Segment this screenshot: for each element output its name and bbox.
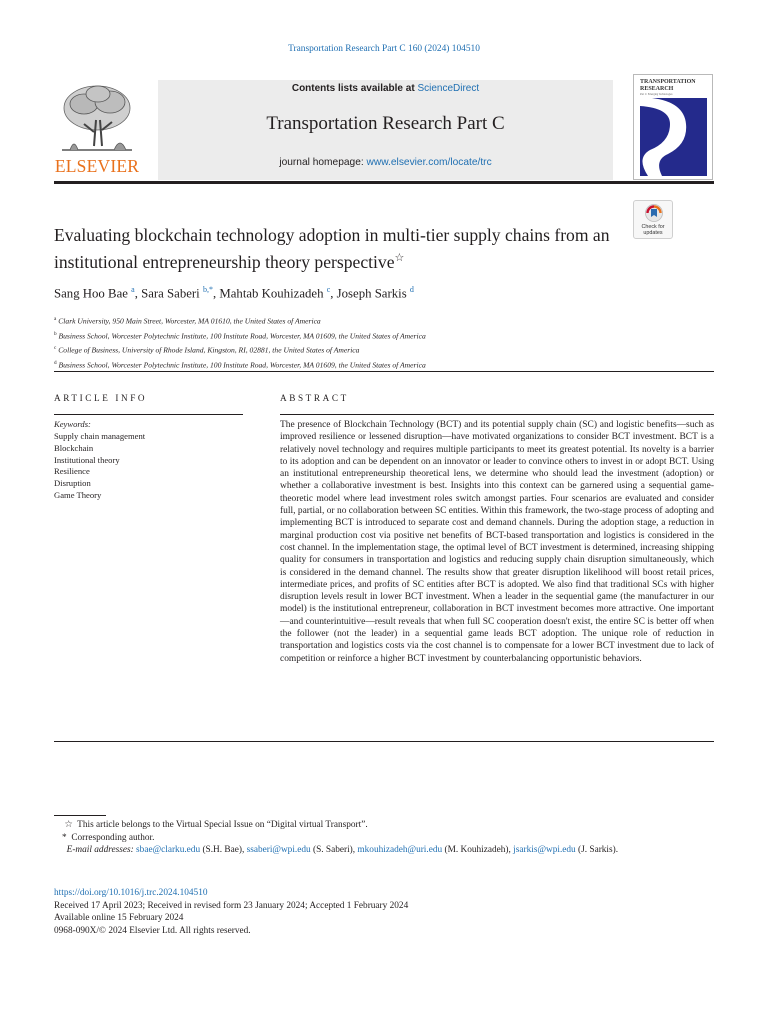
keyword-item: Institutional theory <box>54 454 120 465</box>
author-affil-mark[interactable]: d <box>409 285 414 294</box>
homepage-link[interactable]: www.elsevier.com/locate/trc <box>366 157 492 168</box>
check-updates-icon <box>645 204 663 222</box>
paper-title-text: Evaluating blockchain technology adoption in multi-tier supply chains from an institutional entrepreneurship theory perspective <box>54 225 610 272</box>
footnote-special-issue <box>54 819 714 832</box>
author-affil-mark[interactable]: c <box>326 285 331 294</box>
elsevier-wordmark: ELSEVIER <box>54 156 140 176</box>
email-owner: (S.H. Bae), <box>202 845 245 856</box>
cover-road-image <box>640 98 707 176</box>
homepage-prefix: journal homepage: <box>279 157 364 168</box>
elsevier-tree-icon <box>54 80 140 156</box>
keyword-item: Disruption <box>54 478 91 489</box>
check-updates-line2: updates <box>643 230 663 236</box>
elsevier-logo[interactable] <box>54 80 140 176</box>
keyword-item: Resilience <box>54 466 90 477</box>
article-info-rule <box>54 414 243 415</box>
title-footnote-mark[interactable]: ☆ <box>394 251 405 264</box>
journal-citation[interactable]: Transportation Research Part C 160 (2024) 104510 <box>288 44 480 54</box>
section-rule <box>54 371 714 372</box>
journal-header <box>158 80 613 180</box>
doi-link[interactable]: https://doi.org/10.1016/j.trc.2024.104510 <box>54 888 208 898</box>
email-link[interactable]: mkouhizadeh@uri.edu <box>357 845 443 856</box>
keyword-item: Game Theory <box>54 489 102 500</box>
email-label: E-mail addresses: <box>66 845 134 856</box>
email-owner: (J. Sarkis). <box>578 845 619 856</box>
contents-prefix: Contents lists available at <box>291 83 415 94</box>
keywords-list <box>54 431 145 502</box>
affiliation-text: Business School, Worcester Polytechnic Institute, 100 Institute Road, Worcester, MA 01609, the United States of America <box>58 360 426 370</box>
affiliation-text: Business School, Worcester Polytechnic Institute, 100 Institute Road, Worcester, MA 01609, the United States of America <box>58 331 426 341</box>
affiliation-item <box>54 328 694 343</box>
footnote-star-text: This article belongs to the Virtual Special Issue on “Digital virtual Transport”. <box>77 820 368 830</box>
affiliation-mark: b <box>54 330 57 337</box>
sciencedirect-link[interactable]: ScienceDirect <box>417 83 480 94</box>
affiliation-item <box>54 313 694 328</box>
affiliation-text: Clark University, 950 Main Street, Worcester, MA 01610, the United States of America <box>58 316 321 326</box>
affiliation-item <box>54 357 694 372</box>
abstract-end-rule <box>54 741 714 742</box>
footnote-star-mark: ☆ <box>64 820 73 830</box>
cover-subtitle: Part C: Emerging Technologies <box>640 93 673 96</box>
email-owner: (M. Kouhizadeh), <box>444 845 511 856</box>
keyword-item: Blockchain <box>54 442 94 453</box>
author-name[interactable]: Sang Hoo Bae <box>54 286 128 301</box>
footnote-corr-text: Corresponding author. <box>71 832 155 843</box>
email-owner: (S. Saberi), <box>313 845 356 856</box>
email-link[interactable]: ssaberi@wpi.edu <box>246 845 311 856</box>
article-metadata <box>54 887 714 937</box>
check-updates-text <box>634 224 672 236</box>
copyright: 0968-090X/© 2024 Elsevier Ltd. All rights reserved. <box>54 925 251 936</box>
footnote-rule <box>54 815 106 816</box>
keywords-label: Keywords: <box>54 419 91 429</box>
journal-cover[interactable] <box>633 74 713 180</box>
footnote-corresponding <box>54 832 714 845</box>
email-link[interactable]: jsarkis@wpi.edu <box>513 845 576 856</box>
author-list: Sang Hoo Bae $^a$, Sara Saberi $^{b,*}$, Mahtab Kouhizadeh $^c$, Joseph Sarkis $^d$ <box>54 285 414 301</box>
received-dates: Received 17 April 2023; Received in revised form 23 January 2024; Accepted 1 February 2024 <box>54 900 409 911</box>
cover-title: TRANSPORTATION RESEARCH <box>640 79 696 92</box>
footnote-corr-mark: * <box>62 832 67 843</box>
author-affil-mark[interactable]: a <box>131 285 135 294</box>
article-info-heading: ARTICLE INFO <box>54 393 148 403</box>
header-rule <box>54 181 714 184</box>
keyword-item: Supply chain management <box>54 431 146 441</box>
affiliation-mark: d <box>54 360 57 367</box>
affiliation-text: College of Business, University of Rhode Island, Kingston, RI, 02881, the United States of America <box>58 346 360 355</box>
abstract-rule <box>280 414 714 415</box>
author-name[interactable]: Joseph Sarkis <box>336 286 407 301</box>
check-for-updates-badge[interactable] <box>633 200 673 239</box>
affiliation-item <box>54 342 694 357</box>
contents-line <box>158 83 613 94</box>
affiliation-list <box>54 313 694 372</box>
available-online: Available online 15 February 2024 <box>54 913 184 924</box>
footnote-emails <box>54 844 714 857</box>
abstract-text: The presence of Blockchain Technology (BCT) and its potential supply chain (SC) and logistic benefits—such as improved resilience or lessened disruption—have motivated organizations to consider BCT investment. BCT is a relatively novel technology and requires multiple participants to meet its greatest potential. Its novelty is a barrier to its adoption and can be dependent on an innovator or leader to convince others to invest in or adopt BCT. Using an institutional entrepreneurship theoretical lens, we determine who should lead the investment (adoption) or whether a collaborative investment is best. Insights into this context can be garnered using a sequential game-theoretic model where lead investment roles switch amongst parties. Four scenarios are evaluated and consider full, partial, or no collaboration between SC entities. Within this framework, the two-stage process of adopting and implementing BCT is introduced to separate cost and demand channels. During the adoption stage, a reduction in marginal production cost via positive net benefits of BCT-based transportation and logistics is considered in the cost channel. In the implementation stage, the optimal level of BCT investment is determined, increasing shipping quality for consumers in transportation and logistics and reducing supply chain disruption simultaneously, which is considered in the demand channel. The results show that greater disruption likelihood will boost retail prices, intermediate prices, and profits of SC entities after BCT is adopted. We also find that traditional SCs with higher disruption levels result in lower BCT investment. When a leader in the sequential game (the manufacturer in our model) is the institutional entrepreneur, collaboration in BCT investment becomes more attractive. One important—and counterintuitive—result reveals that when full SC cooperation doesn't exist, the entire SC is better off when the follower (not the leader) in a sequential game leads BCT adoption. The unique role of reduction in transportation and logistics costs via the cost channel is to compensate for a lower BCT investment due to lack of competition or reinforce a higher BCT investment by counterbalancing opportunistic behaviors. <box>280 420 714 664</box>
journal-title: Transportation Research Part C <box>266 113 505 134</box>
footnotes <box>54 819 714 857</box>
abstract-heading: ABSTRACT <box>280 393 349 403</box>
author-name[interactable]: Sara Saberi <box>141 286 200 301</box>
affiliation-mark: a <box>54 316 57 322</box>
paper-title <box>54 224 624 273</box>
author-name[interactable]: Mahtab Kouhizadeh <box>219 286 324 301</box>
affiliation-mark: c <box>54 345 57 352</box>
homepage-line <box>158 157 613 168</box>
author-affil-mark[interactable]: b,* <box>202 285 213 294</box>
email-link[interactable]: sbae@clarku.edu <box>136 845 201 856</box>
check-updates-line1: Check for <box>641 224 665 230</box>
